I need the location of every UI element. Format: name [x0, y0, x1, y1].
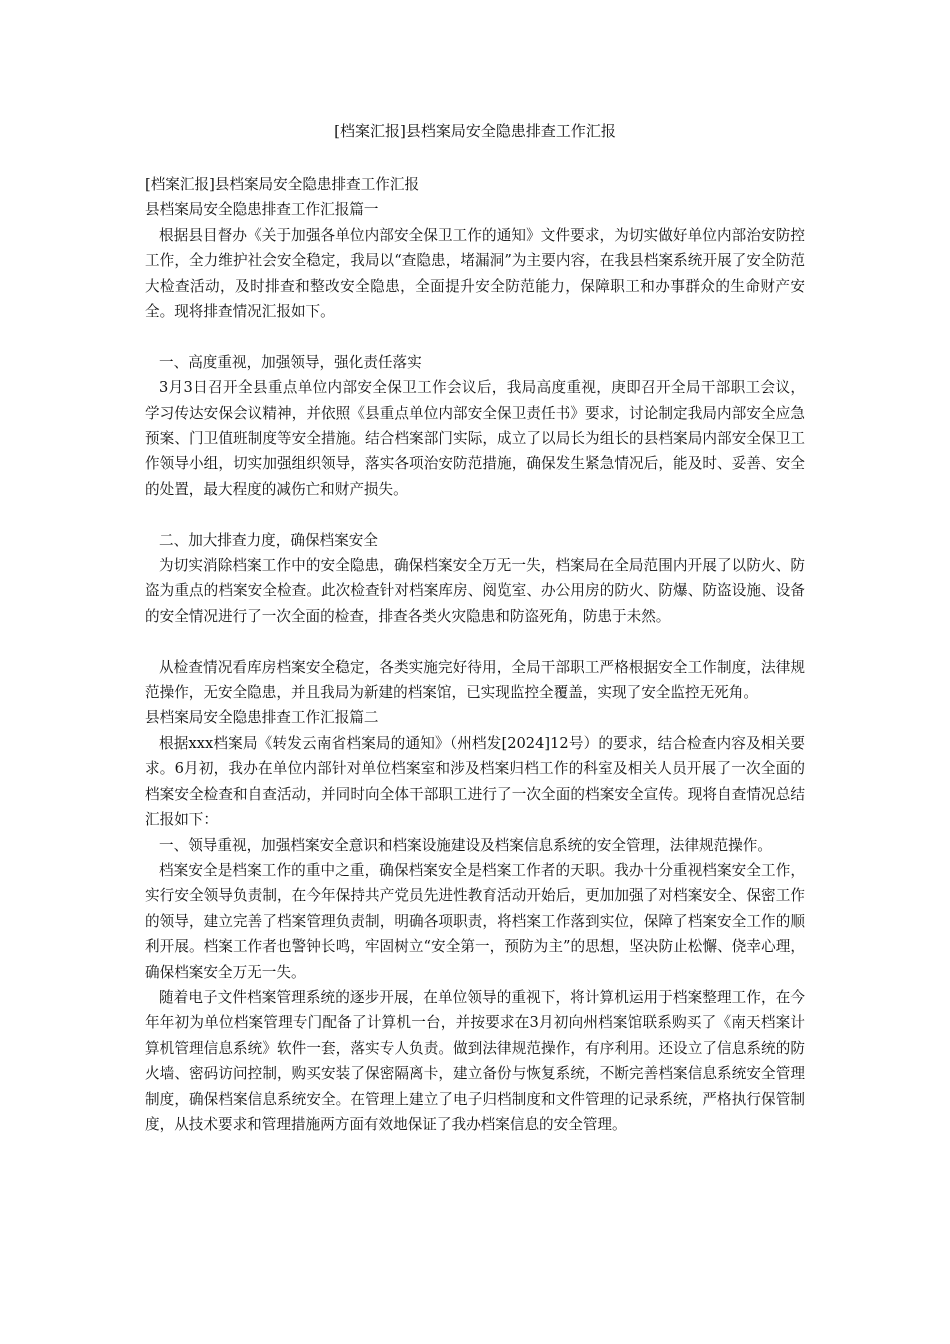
section-heading: 县档案局安全隐患排查工作汇报篇一	[145, 201, 379, 219]
body-paragraph: 3月3日召开全县重点单位内部安全保卫工作会议后，我局高度重视，庚即召开全局干部职工会议，学习传达安保会议精神，并依照《县重点单位内部安全保卫责任书》要求，讨论制定我局内部安全应急预案、门卫值班制度等安全措施。结合档案部门实际，成立了以局长为组长的县档案局内部安全保卫工作领导小组，切实加强组织领导，落实各项治安防范措施，确保发生紧急情况后，能及时、妥善、安全的处置，最大程度的减伤亡和财产损失。	[145, 379, 805, 498]
body-paragraph: 随着电子文件档案管理系统的逐步开展，在单位领导的重视下，将计算机运用于档案整理工作，在今年年初为单位档案管理专门配备了计算机一台，并按要求在3月初向州档案馆联系购买了《南天档案计算机管理信息系统》软件一套，落实专人负责。做到法律规范操作，有序利用。还设立了信息系统的防火墙、密码访问控制，购买安装了保密隔离卡，建立备份与恢复系统，不断完善档案信息系统安全管理制度，确保档案信息系统安全。在管理上建立了电子归档制度和文件管理的记录系统，严格执行保管制度，从技术要求和管理措施两方面有效地保证了我办档案信息的安全管理。	[145, 988, 805, 1133]
body-paragraph: 根据县目督办《关于加强各单位内部安全保卫工作的通知》文件要求，为切实做好单位内部治安防控工作，全力维护社会安全稳定，我局以“查隐患，堵漏洞”为主要内容，在我县档案系统开展了安全防范大检查活动，及时排查和整改安全隐患，全面提升安全防范能力，保障职工和办事群众的生命财产安全。现将排查情况汇报如下。	[145, 226, 805, 321]
body-paragraph: 从检查情况看库房档案安全稳定，各类实施完好待用，全局干部职工严格根据安全工作制度，法律规范操作，无安全隐患，并且我局为新建的档案馆，已实现监控全覆盖，实现了安全监控无死角。	[145, 658, 805, 702]
section-heading: [档案汇报]县档案局安全隐患排查工作汇报	[145, 176, 420, 193]
section-heading: 县档案局安全隐患排查工作汇报篇二	[145, 709, 379, 727]
document-title: [档案汇报]县档案局安全隐患排查工作汇报	[334, 122, 616, 140]
body-paragraph: 一、领导重视，加强档案安全意识和档案设施建设及档案信息系统的安全管理，法律规范操作。	[159, 836, 772, 854]
document-page	[145, 118, 805, 1137]
paragraph-gap	[145, 629, 805, 654]
paragraph-gap	[145, 324, 805, 349]
body-paragraph: 档案安全是档案工作的重中之重，确保档案安全是档案工作者的天职。我办十分重视档案安全工作，实行安全领导负责制，在今年保持共产党员先进性教育活动开始后，更加加强了对档案安全、保密工作的领导，建立完善了档案管理负责制，明确各项职责，将档案工作落到实位，保障了档案安全工作的顺利开展。档案工作者也警钟长鸣，牢固树立“安全第一，预防为主”的思想，坚决防止松懈、侥幸心理，确保档案安全万无一失。	[145, 861, 805, 981]
body-paragraph: 根据xxx档案局《转发云南省档案局的通知》（州档发[2024]12号）的要求，结合检查内容及相关要求。6月初，我办在单位内部针对单位档案室和涉及档案归档工作的科室及相关人员开展了一次全面的档案安全检查和自查活动，并同时向全体干部职工进行了一次全面的档案安全宣传。现将自查情况总结汇报如下：	[145, 734, 805, 829]
body-paragraph: 二、加大排查力度，确保档案安全	[159, 531, 378, 549]
document-body	[145, 172, 805, 1137]
paragraph-gap	[145, 502, 805, 527]
body-paragraph: 为切实消除档案工作中的安全隐患，确保档案安全万无一失，档案局在全局范围内开展了以防火、防盗为重点的档案安全检查。此次检查针对档案库房、阅览室、办公用房的防火、防爆、防盗设施、设备的安全情况进行了一次全面的检查，排查各类火灾隐患和防盗死角，防患于未然。	[145, 557, 805, 625]
body-paragraph: 一、高度重视，加强领导，强化责任落实	[159, 353, 422, 371]
